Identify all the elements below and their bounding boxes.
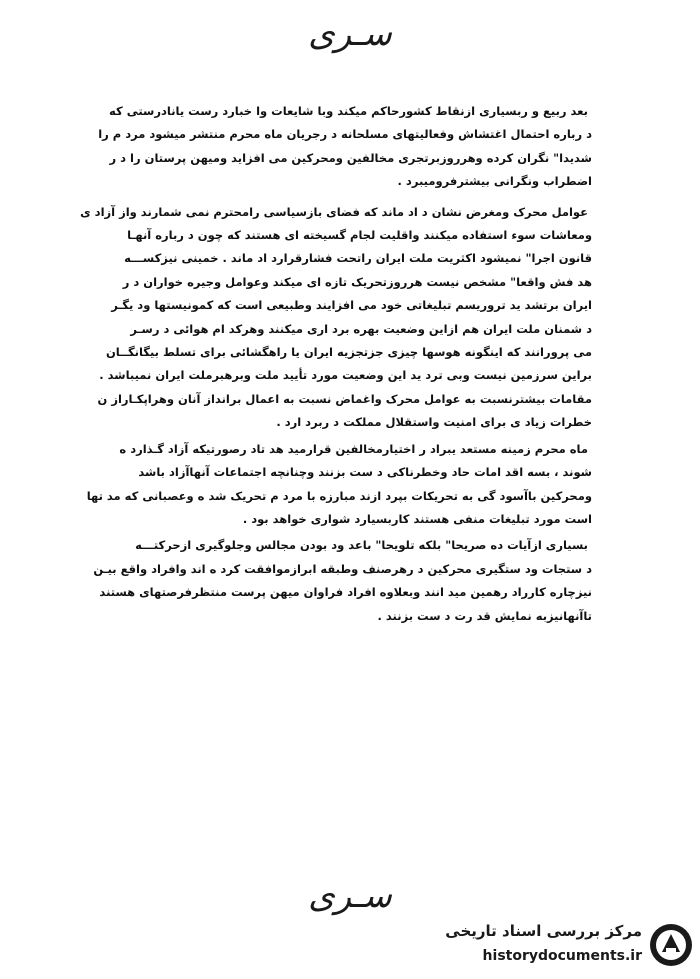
watermark-url: historydocuments.ir bbox=[482, 948, 642, 964]
archive-seal-icon bbox=[648, 922, 694, 968]
text-line: مقامات بیشترنسبت به عوامل محرک واغماض نسبت به اعمال برانداز آنان وهراپکـاراز ن bbox=[97, 391, 592, 406]
watermark-name: مرکز بررسی اسناد تاریخی bbox=[445, 922, 642, 940]
text-line: شوند ، بسه اقد امات حاد وخطرناکی د ست بزنند وچنانچه اجتماعات آنهاآزاد باشد bbox=[138, 465, 592, 480]
text-line: اضطراب ونگرانی بیشترفرومیبرد . bbox=[397, 174, 592, 189]
paragraph-1 bbox=[52, 100, 592, 194]
text-line: شدیدا" نگران کرده وهرروزبرتجری مخالفین ومحرکین می افزاید وميهن پرستان را د ر bbox=[109, 150, 592, 165]
text-line: ومحرکین باآسود گی به تحریکات بپرد ازند مبارزه با مرد م تحریک شد ه وعصبانی که مد تها bbox=[86, 488, 592, 503]
text-line: خطرات زیاد ی برای امنیت واستقلال مملکت د ربرد ارد . bbox=[276, 415, 592, 430]
text-line: ایران برتشد ید تروریسم تبلیغاتی خود می افزایند وطبیعی است که کمونیستها ود یگـر bbox=[111, 298, 592, 313]
document-body bbox=[52, 100, 592, 628]
text-line: براین سرزمین نیست وبی ترد ید این وضعیت مورد تأیید ملت وبرهبرملت ایران نمیباشد . bbox=[99, 368, 592, 383]
text-line: د ستجات ود ستگیری محرکین د رهرصنف وطبقه ابرازموافقت کرد ه اند وافراد واقع بیـن bbox=[93, 561, 592, 576]
text-line: عوامل محرک ومغرض نشان د اد ماند که فضای بازسیاسی رامحترم نمی شمارند واز آزاد ی bbox=[80, 204, 588, 219]
text-line: نیزچاره کارراد رهمین مید انند وبعلاوه افراد فراوان میهن پرست منتظرفرصتهای هستند bbox=[99, 585, 592, 600]
classification-stamp-top: سـری bbox=[308, 14, 392, 54]
text-line: بسیاری ازآیات ده صریحا" بلکه تلویحا" باعد ود بودن مجالس وجلوگیری ازحرکتـــه bbox=[135, 538, 588, 553]
text-line: هد فش واقعا" مشخص نیست هرروزتحریک تازه ای میکند وعوامل وجیره خواران د ر bbox=[122, 274, 592, 289]
text-line: د رباره احتمال اغتشاش وفعالیتهای مسلحانه د رجریان ماه محرم منتشر میشود مرد م را bbox=[98, 127, 592, 142]
text-line: ماه محرم زمینه مستعد یبراد ر اختیارمخالفین قرارمید هد تاد رصورتیکه آزاد گـذارد ه bbox=[119, 441, 588, 456]
classification-stamp-bottom: سـری bbox=[308, 876, 392, 916]
paragraph-4 bbox=[52, 534, 592, 628]
text-line: ومعاشات سوء استفاده میکنند واقلیت لجام گسیخته ای هستند که چون د رباره آنهـا bbox=[127, 228, 592, 243]
text-line: تاآنهانیزبه نمایش قد رت د ست بزنند . bbox=[377, 608, 592, 623]
text-line: می پرورانند که اینگونه هوسها چیزی جزتجزیه ایران یا راهگشائی برای تسلط بیگانگــان bbox=[105, 345, 592, 360]
text-line: قانون اجرا" نمیشود اکثریت ملت ایران راتحت فشارقرارد اد ماند . خمینی نیزکســـه bbox=[124, 251, 592, 266]
text-line: بعد ربیع و ربسیاری ازنقاط کشورحاکم میکند وبا شایعات وا خبارد رست یانادرستی که bbox=[109, 104, 588, 118]
watermark-logo bbox=[405, 916, 700, 979]
text-line: د شمنان ملت ایران هم ازاین وضعیت بهره برد اری میکنند وهرکد ام هوائی د رسـر bbox=[130, 321, 592, 336]
paragraph-2 bbox=[52, 201, 592, 435]
paragraph-3 bbox=[52, 438, 592, 532]
text-line: است مورد تبلیغات منفی هستند کاربسیارد شواری خواهد بود . bbox=[242, 511, 592, 526]
